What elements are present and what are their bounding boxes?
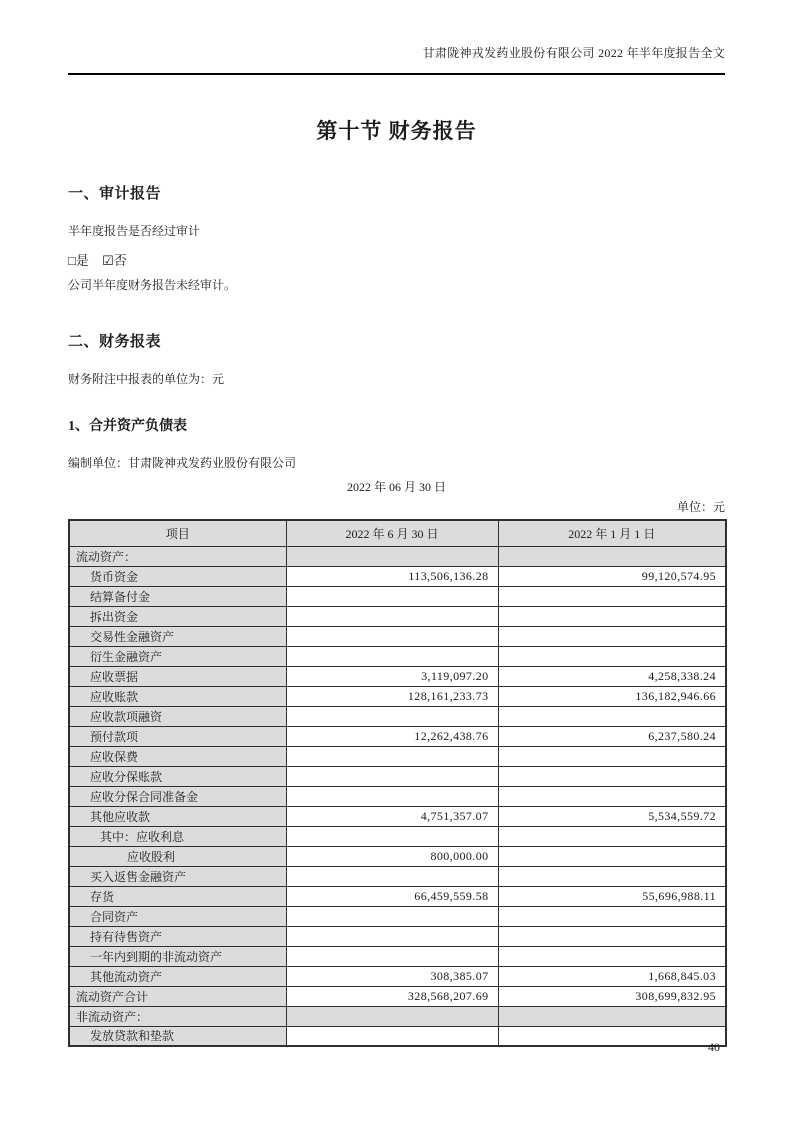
item-cell: 流动资产： [69,546,286,566]
table-row [69,826,726,846]
item-cell: 拆出资金 [69,606,286,626]
item-cell: 持有待售资产 [69,926,286,946]
value-cell-2022-06-30: 3,119,097.20 [286,666,498,686]
value-cell-2022-01-01 [498,1026,726,1046]
item-cell: 应收保费 [69,746,286,766]
item-cell: 预付款项 [69,726,286,746]
value-cell-2022-06-30 [286,626,498,646]
item-cell: 流动资产合计 [69,986,286,1006]
value-cell-2022-01-01: 6,237,580.24 [498,726,726,746]
item-cell: 衍生金融资产 [69,646,286,666]
running-header-text: 甘肃陇神戎发药业股份有限公司 2022 年半年度报告全文 [422,46,725,60]
value-cell-2022-01-01: 308,699,832.95 [498,986,726,1006]
audit-options [68,250,725,269]
value-cell-2022-06-30 [286,1026,498,1046]
value-cell-2022-06-30 [286,706,498,726]
table-row [69,586,726,606]
checkbox-no-checked: ☑否 [102,253,127,268]
value-cell-2022-01-01 [498,826,726,846]
section-title: 第十节 财务报告 [316,119,477,143]
table-row [69,966,726,986]
value-cell-2022-06-30 [286,586,498,606]
value-cell-2022-01-01 [498,706,726,726]
item-cell: 买入返售金融资产 [69,866,286,886]
table-row [69,626,726,646]
item-cell: 其他流动资产 [69,966,286,986]
checkbox-yes: □是 [68,253,89,268]
value-cell-2022-06-30: 4,751,357.07 [286,806,498,826]
table-row [69,606,726,626]
table-row [69,546,726,566]
table-row [69,946,726,966]
heading-audit-report: 一、审计报告 [68,186,162,202]
prepared-by: 编制单位：甘肃陇神戎发药业股份有限公司 [68,456,297,470]
table-row [69,686,726,706]
balance-sheet-table [68,519,727,1047]
item-cell: 应收票据 [69,666,286,686]
item-cell: 应收股利 [69,846,286,866]
item-cell: 应收款项融资 [69,706,286,726]
column-header-2022-06-30: 2022 年 6 月 30 日 [286,520,498,546]
value-cell-2022-06-30 [286,946,498,966]
table-row [69,726,726,746]
value-cell-2022-06-30 [286,926,498,946]
column-header-item: 项目 [69,520,286,546]
value-cell-2022-01-01 [498,546,726,566]
value-cell-2022-01-01 [498,866,726,886]
value-cell-2022-01-01 [498,1006,726,1026]
value-cell-2022-01-01 [498,626,726,646]
value-cell-2022-01-01 [498,846,726,866]
value-cell-2022-01-01 [498,926,726,946]
value-cell-2022-06-30 [286,646,498,666]
table-row [69,666,726,686]
value-cell-2022-01-01 [498,586,726,606]
item-cell: 货币资金 [69,566,286,586]
header-divider [68,73,725,75]
value-cell-2022-06-30 [286,1006,498,1026]
column-header-2022-01-01: 2022 年 1 月 1 日 [498,520,726,546]
value-cell-2022-01-01 [498,766,726,786]
table-row [69,906,726,926]
value-cell-2022-06-30: 328,568,207.69 [286,986,498,1006]
heading-financial-statements: 二、财务报表 [68,334,162,350]
table-row [69,766,726,786]
item-cell: 其他应收款 [69,806,286,826]
item-cell: 合同资产 [69,906,286,926]
audit-question: 半年度报告是否经过审计 [68,224,201,238]
running-header [68,0,725,61]
table-row [69,1006,726,1026]
value-cell-2022-06-30 [286,546,498,566]
value-cell-2022-01-01 [498,746,726,766]
table-row [69,746,726,766]
value-cell-2022-06-30 [286,606,498,626]
page-number: 40 [708,1040,720,1054]
value-cell-2022-06-30: 66,459,559.58 [286,886,498,906]
value-cell-2022-01-01 [498,946,726,966]
value-cell-2022-01-01: 136,182,946.66 [498,686,726,706]
value-cell-2022-01-01 [498,786,726,806]
value-cell-2022-01-01 [498,906,726,926]
table-header-row [69,520,726,546]
table-row [69,806,726,826]
value-cell-2022-01-01: 99,120,574.95 [498,566,726,586]
table-row [69,786,726,806]
value-cell-2022-06-30: 128,161,233.73 [286,686,498,706]
value-cell-2022-06-30: 113,506,136.28 [286,566,498,586]
value-cell-2022-06-30 [286,866,498,886]
value-cell-2022-06-30 [286,786,498,806]
value-cell-2022-06-30 [286,746,498,766]
table-row [69,866,726,886]
table-row [69,986,726,1006]
item-cell: 发放贷款和垫款 [69,1026,286,1046]
table-row [69,646,726,666]
value-cell-2022-01-01: 5,534,559.72 [498,806,726,826]
value-cell-2022-06-30: 308,385.07 [286,966,498,986]
value-cell-2022-06-30 [286,826,498,846]
statement-date: 2022 年 06 月 30 日 [346,480,446,494]
value-cell-2022-01-01 [498,646,726,666]
item-cell: 应收分保合同准备金 [69,786,286,806]
value-cell-2022-06-30: 800,000.00 [286,846,498,866]
unit-note: 财务附注中报表的单位为：元 [68,372,225,386]
value-cell-2022-01-01: 1,668,845.03 [498,966,726,986]
item-cell: 一年内到期的非流动资产 [69,946,286,966]
table-row [69,566,726,586]
table-row [69,1026,726,1046]
table-row [69,886,726,906]
unit-label: 单位：元 [676,500,725,514]
item-cell: 应收账款 [69,686,286,706]
audit-statement: 公司半年度财务报告未经审计。 [68,278,237,292]
table-row [69,706,726,726]
item-cell: 应收分保账款 [69,766,286,786]
item-cell: 结算备付金 [69,586,286,606]
table-row [69,846,726,866]
value-cell-2022-01-01: 55,696,988.11 [498,886,726,906]
value-cell-2022-01-01: 4,258,338.24 [498,666,726,686]
value-cell-2022-01-01 [498,606,726,626]
item-cell: 非流动资产： [69,1006,286,1026]
value-cell-2022-06-30: 12,262,438.76 [286,726,498,746]
item-cell: 其中：应收利息 [69,826,286,846]
heading-balance-sheet: 1、合并资产负债表 [68,419,187,434]
balance-sheet-body [69,546,726,1046]
item-cell: 存货 [69,886,286,906]
table-row [69,926,726,946]
value-cell-2022-06-30 [286,906,498,926]
item-cell: 交易性金融资产 [69,626,286,646]
value-cell-2022-06-30 [286,766,498,786]
